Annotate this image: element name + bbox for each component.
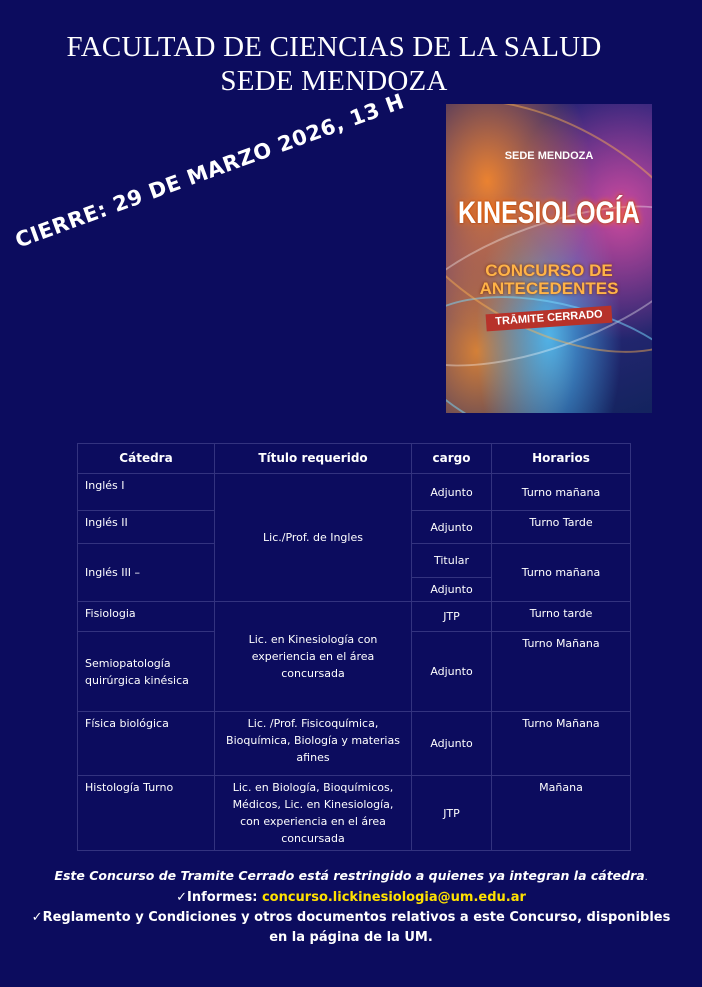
page-title (0, 30, 668, 98)
cover-badge: TRĀMITE CERRADO (486, 306, 613, 332)
header-catedra: Cátedra (78, 444, 215, 474)
cargo-cell: Adjunto (412, 511, 492, 544)
horario-cell: Turno mañana (492, 544, 631, 602)
horario-cell: Turno Mañana (492, 632, 631, 712)
catedra-cell: Histología Turno (78, 776, 215, 851)
titulo-cell: Lic. en Kinesiología con experiencia en el área concursada (215, 602, 412, 712)
cargo-cell: Titular (412, 544, 492, 578)
cover-title: KINESIOLOGÍA (458, 195, 640, 231)
horario-cell: Turno Tarde (492, 511, 631, 544)
restriction-note (0, 866, 702, 888)
table-row (78, 602, 631, 632)
cargo-cell: JTP (412, 776, 492, 851)
informes-label: Informes: (187, 890, 262, 905)
restriction-text: Este Concurso de Tramite Cerrado está restringido a quienes ya integran la cátedra (54, 868, 645, 883)
reglamento-text: Reglamento y Condiciones y otros documentos relativos a este Concurso, disponibles en la página de la UM. (42, 910, 671, 945)
catedra-cell: Inglés III – (78, 544, 215, 602)
cover-concurso-line1: CONCURSO DE (485, 261, 613, 280)
catedra-cell: Fisiologia (78, 602, 215, 632)
faculty-name: FACULTAD DE CIENCIAS DE LA SALUD (66, 31, 602, 63)
informes-line (0, 888, 702, 908)
checkmark-icon: ✓ (176, 890, 188, 905)
restriction-period: . (644, 873, 648, 883)
reglamento-line (0, 908, 702, 948)
titulo-cell: Lic. /Prof. Fisicoquímica, Bioquímica, Biología y materias afines (215, 712, 412, 776)
catedra-cell: Semiopatología quirúrgica kinésica (78, 632, 215, 712)
header-cargo: cargo (412, 444, 492, 474)
table-row (78, 712, 631, 776)
cargo-cell: Adjunto (412, 578, 492, 602)
table-row (78, 474, 631, 511)
catedra-cell: Inglés II (78, 511, 215, 544)
cargo-cell: Adjunto (412, 712, 492, 776)
positions-table (77, 443, 631, 851)
checkmark-icon: ✓ (31, 910, 43, 925)
catedra-cell: Física biológica (78, 712, 215, 776)
horario-cell: Turno mañana (492, 474, 631, 511)
horario-cell: Turno Mañana (492, 712, 631, 776)
cover-concurso (446, 262, 652, 298)
footer (0, 866, 702, 948)
deadline-text: CIERRE: 29 DE MARZO 2026, 13 H (12, 89, 408, 253)
titulo-cell: Lic./Prof. de Ingles (215, 474, 412, 602)
campus-name: SEDE MENDOZA (220, 65, 448, 97)
table-header-row (78, 444, 631, 474)
contact-email-link[interactable]: concurso.lickinesiologia@um.edu.ar (261, 890, 526, 905)
cargo-cell: Adjunto (412, 632, 492, 712)
horario-cell: Mañana (492, 776, 631, 851)
catedra-cell: Inglés I (78, 474, 215, 511)
cover-sede: SEDE MENDOZA (504, 150, 594, 162)
table-row (78, 776, 631, 851)
titulo-cell: Lic. en Biología, Bioquímicos, Médicos, Lic. en Kinesiología, con experiencia en el área concursada (215, 776, 412, 851)
cover-concurso-line2: ANTECEDENTES (479, 279, 619, 298)
header-horarios: Horarios (492, 444, 631, 474)
cover-image (446, 104, 652, 413)
horario-cell: Turno tarde (492, 602, 631, 632)
header-titulo: Título requerido (215, 444, 412, 474)
cargo-cell: Adjunto (412, 474, 492, 511)
cargo-cell: JTP (412, 602, 492, 632)
